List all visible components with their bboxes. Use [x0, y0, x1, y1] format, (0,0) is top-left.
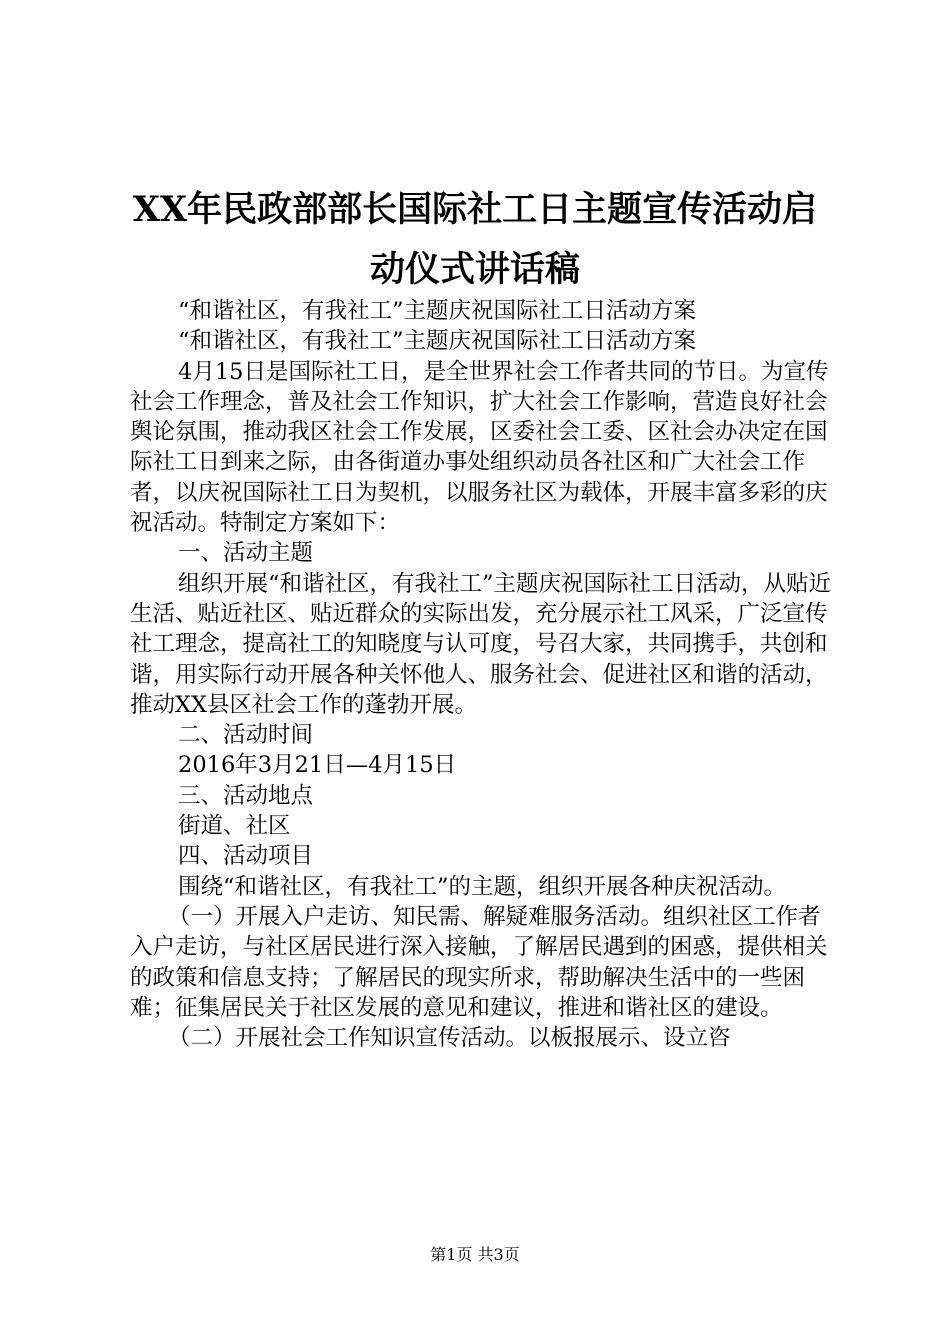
page-number-footer: 第1页 共3页	[430, 1245, 520, 1264]
time-paragraph: 2016年3月21日—4月15日	[178, 752, 457, 779]
project-item-1: （一）开展入户走访、知民需、解疑难服务活动。组织社区工作者入户走访，与社区居民进行深入接触，了解居民遇到的困惑，提供相关的政策和信息支持；了解居民的现实所求，帮助解决生活中的一些困难；征集居民关于社区发展的意见和建议，推进和谐社区的建设。	[130, 903, 828, 1021]
section-heading-location: 三、活动地点	[178, 782, 314, 809]
plan-heading: “和谐社区，有我社工”主题庆祝国际社工日活动方案	[178, 298, 697, 324]
section-heading-time: 二、活动时间	[178, 722, 314, 749]
intro-paragraph: 4月15日是国际社工日，是全世界社会工作者共同的节日。为宣传社会工作理念，普及社会工作知识，扩大社会工作影响，营造良好社会舆论氛围，推动我区社会工作发展，区委社会工委、区社会办决定在国际社工日到来之际，由各街道办事处组织动员各社区和广大社会工作者，以庆祝国际社工日为契机，以服务社区为载体，开展丰富多彩的庆祝活动。特制定方案如下：	[130, 358, 829, 537]
projects-intro-paragraph: 围绕“和谐社区，有我社工”的主题，组织开展各种庆祝活动。	[178, 873, 787, 900]
section-heading-theme: 一、活动主题	[178, 540, 314, 567]
location-paragraph: 街道、社区	[178, 813, 291, 840]
plan-heading-repeat: “和谐社区，有我社工”主题庆祝国际社工日活动方案	[178, 328, 697, 355]
theme-paragraph: 组织开展“和谐社区，有我社工”主题庆祝国际社工日活动，从贴近生活、贴近社区、贴近群众的实际出发，充分展示社工风采，广泛宣传社工理念，提高社工的知晓度与认可度，号召大家，共同携手，共创和谐，用实际行动开展各种关怀他人、服务社会、促进社区和谐的活动，推动XX县区社会工作的蓬勃开展。	[130, 570, 832, 718]
document-body	[130, 296, 840, 1053]
project-item-2: （二）开展社会工作知识宣传活动。以板报展示、设立咨	[168, 1025, 731, 1052]
section-heading-projects: 四、活动项目	[178, 843, 314, 870]
document-title-line-2: 动仪式讲话稿	[369, 249, 580, 290]
document-title-line-1: XX年民政部部长国际社工日主题宣传活动启	[132, 189, 818, 230]
